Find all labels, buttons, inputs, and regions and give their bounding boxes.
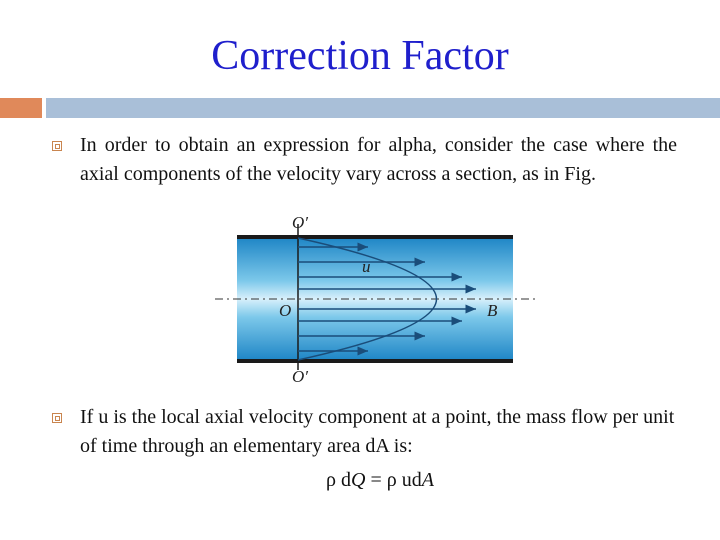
bullet-paragraph-2: If u is the local axial velocity component at a point, the mass flow per unit of time through an elementary area dA is:	[80, 406, 675, 457]
label-origin: O	[279, 301, 292, 320]
rho-symbol: ρ	[386, 469, 397, 491]
mass-flow-formula	[326, 469, 434, 492]
velocity-profile-figure	[205, 212, 545, 387]
pipe-top-wall	[237, 235, 513, 239]
pipe-bottom-wall	[237, 359, 513, 363]
label-tip: B	[487, 301, 498, 320]
square-bullet-icon	[52, 413, 62, 423]
square-bullet-icon	[52, 141, 62, 151]
velocity-profile-diagram	[205, 212, 545, 387]
formula-d: d	[335, 469, 351, 491]
accent-bar-orange	[0, 98, 42, 118]
label-o-prime-top: O′	[292, 213, 308, 232]
formula-var-q: Q	[350, 469, 366, 491]
label-o-prime-bottom: O′	[292, 367, 308, 386]
bullet-paragraph-1: In order to obtain an expression for alpha, consider the case where the axial components of the velocity vary across a section, as in Fig.	[80, 134, 677, 185]
formula-equals: =	[365, 469, 387, 491]
rho-symbol: ρ	[326, 469, 336, 491]
slide-title: Correction Factor	[211, 33, 509, 79]
formula-u: u	[396, 469, 412, 491]
formula-var-a: A	[421, 469, 434, 491]
label-velocity: u	[362, 257, 371, 276]
formula-d: d	[411, 469, 422, 491]
accent-bar-blue	[46, 98, 720, 118]
